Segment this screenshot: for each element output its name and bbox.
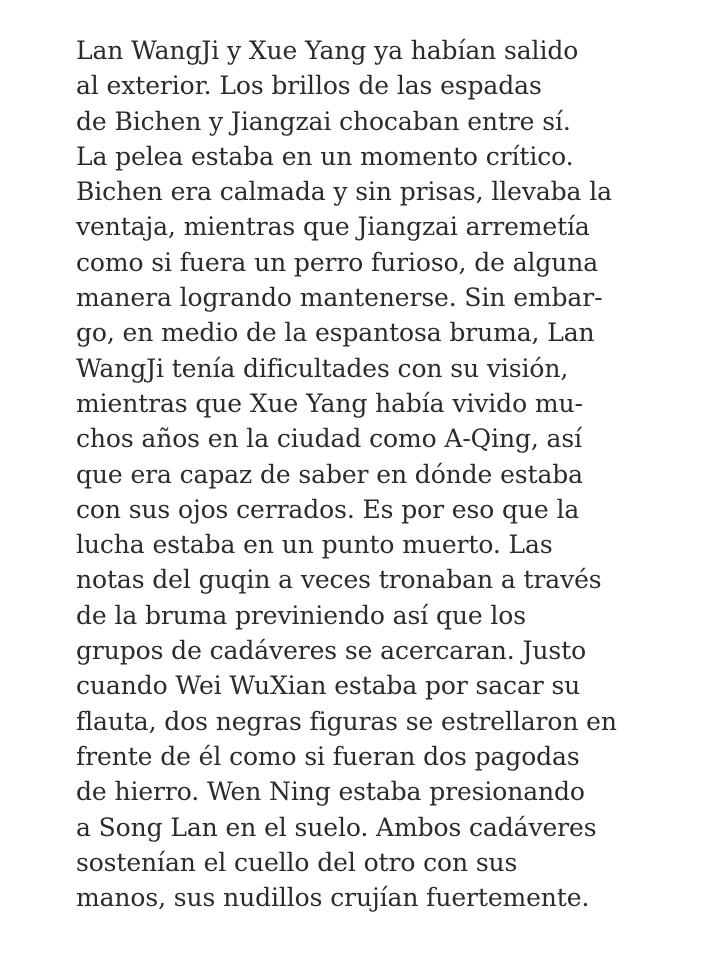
text-line: flauta, dos negras figuras se estrellaron en [76, 706, 617, 736]
text-line: Bichen era calmada y sin prisas, llevaba la [76, 177, 612, 207]
text-line: notas del guqin a veces tronaban a través [76, 565, 602, 595]
text-line: que era capaz de saber en dónde estaba [76, 459, 583, 489]
text-line: manera logrando mantenerse. Sin embar- [76, 283, 603, 313]
text-line: frente de él como si fueran dos pagodas [76, 741, 580, 771]
text-line: La pelea estaba en un momento crítico. [76, 141, 574, 171]
text-line: manos, sus nudillos crujían fuertemente. [76, 883, 590, 913]
text-line: WangJi tenía dificultades con su visión, [76, 353, 569, 383]
text-line: grupos de cadáveres se acercaran. Justo [76, 636, 587, 666]
text-line: sostenían el cuello del otro con sus [76, 847, 518, 877]
text-line: lucha estaba en un punto muerto. Las [76, 530, 553, 560]
text-line: cuando Wei WuXian estaba por sacar su [76, 671, 581, 701]
text-line: de Bichen y Jiangzai chocaban entre sí. [76, 106, 571, 136]
text-line: a Song Lan en el suelo. Ambos cadáveres [76, 812, 597, 842]
text-line: ventaja, mientras que Jiangzai arremetía [76, 212, 590, 242]
text-line: de hierro. Wen Ning estaba presionando [76, 777, 585, 807]
text-line: Lan WangJi y Xue Yang ya habían salido [76, 36, 579, 65]
text-line: como si fuera un perro furioso, de alguna [76, 247, 599, 277]
text-line: chos años en la ciudad como A-Qing, así [76, 424, 582, 454]
text-body [76, 33, 716, 915]
text-line: de la bruma previniendo así que los [76, 600, 526, 630]
text-line: mientras que Xue Yang había vivido mu- [76, 388, 583, 418]
text-line: con sus ojos cerrados. Es por eso que la [76, 494, 580, 524]
text-line: al exterior. Los brillos de las espadas [76, 71, 542, 101]
text-line: go, en medio de la espantosa bruma, Lan [76, 318, 595, 348]
